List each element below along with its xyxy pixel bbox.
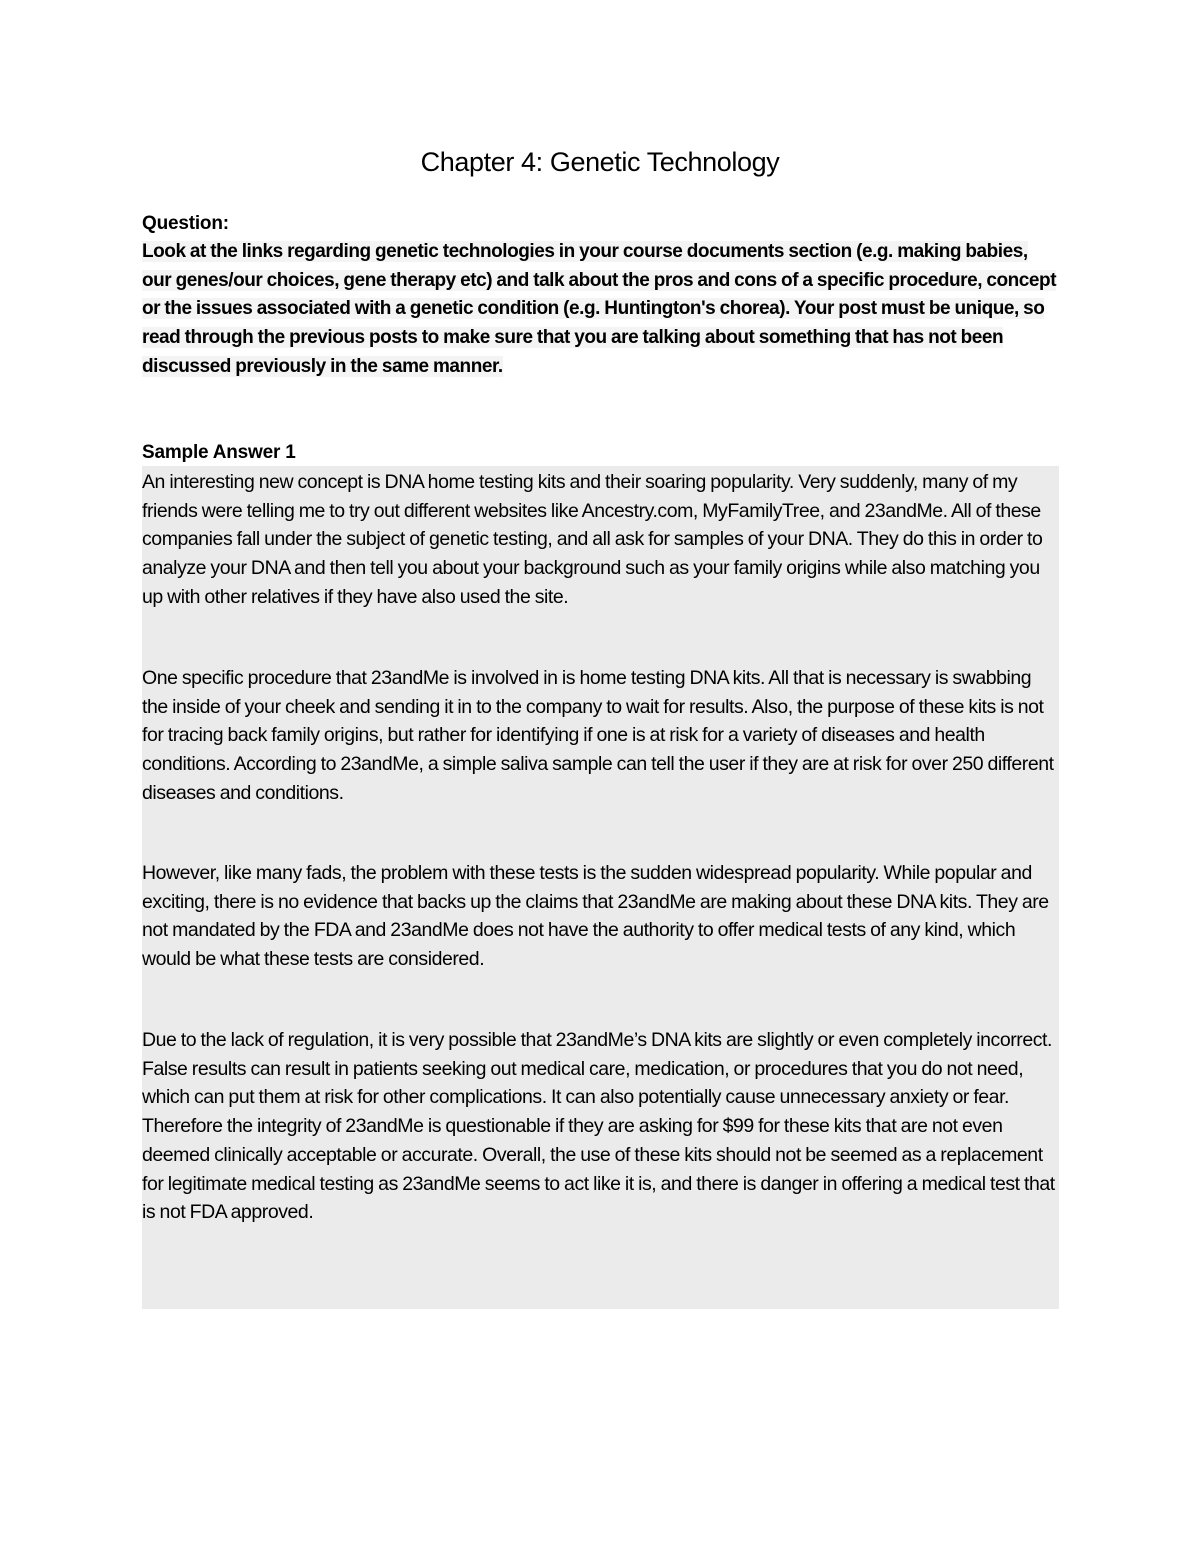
question-label: Question: xyxy=(142,213,229,234)
question-text-content: Look at the links regarding genetic technologies in your course documents section (e.g. making babies, our genes/our choices, gene therapy etc) and talk about the pros and cons of a specific procedure, concept or the issues associated with a genetic condition (e.g. Huntington's chorea). Your post must be unique, so read through the previous posts to make sure that you are talking about something that has not been discussed previously in the same manner. xyxy=(142,241,1057,377)
answer-paragraph: However, like many fads, the problem with these tests is the sudden widespread popularity. While popular and exciting, there is no evidence that backs up the claims that 23andMe are making about these DNA kits. They are not mandated by the FDA and 23andMe does not have the authority to offer medical tests of any kind, which would be what these tests are considered. xyxy=(142,862,1049,971)
answer-paragraph: One specific procedure that 23andMe is involved in is home testing DNA kits. All that is necessary is swabbing the inside of your cheek and sending it in to the company to wait for results. Also, the purpose of these kits is not for tracing back family origins, but rather for identifying if one is at risk for a variety of diseases and health conditions. According to 23andMe, a simple saliva sample can tell the user if they are at risk for over 250 different diseases and conditions. xyxy=(142,667,1054,804)
answer-paragraph: Due to the lack of regulation, it is very possible that 23andMe’s DNA kits are slightly or even completely incorrect. False results can result in patients seeking out medical care, medication, or procedures that you do not need, which can put them at risk for other complications. It can also potentially cause unnecessary anxiety or fear. Therefore the integrity of 23andMe is questionable if they are asking for $99 for these kits that are not even deemed clinically acceptable or accurate. Overall, the use of these kits should not be seemed as a replacement for legitimate medical testing as 23andMe seems to act like it is, and there is danger in offering a medical test that is not FDA approved. xyxy=(142,1029,1055,1224)
question-text xyxy=(142,238,1060,382)
answer-paragraph: An interesting new concept is DNA home testing kits and their soaring popularity. Very suddenly, many of my friends were telling me to try out different websites like Ancestry.com, MyFamilyTree, and 23andMe. All of these companies fall under the subject of genetic testing, and all ask for samples of your DNA. They do this in order to analyze your DNA and then tell you about your background such as your family origins while also matching you up with other relatives if they have also used the site. xyxy=(142,471,1043,608)
page-title: Chapter 4: Genetic Technology xyxy=(420,147,780,177)
sample-answer-label: Sample Answer 1 xyxy=(142,442,296,463)
